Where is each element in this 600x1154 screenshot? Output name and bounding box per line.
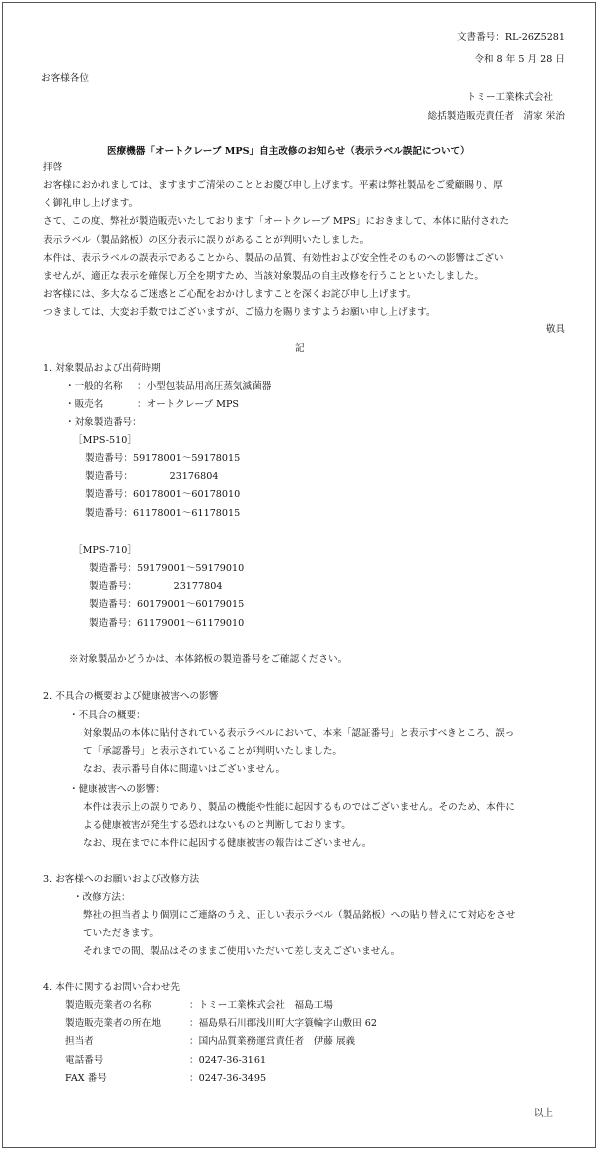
model-group-name: ［MPS-510］ xyxy=(73,435,137,446)
health-impact-label: ・健康被害への影響： xyxy=(69,784,165,795)
intro-line: お客様には、多大なるご迷惑とご心配をおかけしますことを深くお詫び申し上げます。 xyxy=(43,289,417,301)
model-group-name: ［MPS-710］ xyxy=(73,545,137,556)
contact-label: FAX 番号 xyxy=(65,1072,107,1084)
section2-heading: 2. 不具合の概要および健康被害への影響 xyxy=(43,691,219,702)
repair-method-text xyxy=(83,909,515,964)
body-line: 対象製品の本体に貼付されている表示ラベルにおいて、本来「認証番号」と表示すべきところ、誤っ xyxy=(83,728,515,739)
intro-line: お客様におかれましては、ますますご清栄のこととお慶び申し上げます。平素は弊社製品をご愛顧賜り、厚 xyxy=(43,180,503,191)
body-line: なお、表示番号自体に間違いはございません。 xyxy=(83,764,286,776)
serial-row: 製造番号： 23176804 xyxy=(85,471,219,483)
intro-line: 表示ラベル（製品銘板）の区分表示に誤りがあることが判明いたしました。 xyxy=(43,234,370,246)
contact-value: ：トミー工業株式会社 福島工場 xyxy=(189,1000,333,1011)
intro-paragraph xyxy=(43,179,583,325)
target-note: ※対象製品かどうかは、本体銘板の製造番号をご確認ください。 xyxy=(69,654,348,665)
document-title: 医療機器「オートクレーブ MPS」自主改修のお知らせ（表示ラベル誤記について） xyxy=(107,146,470,157)
document-number: 文書番号：RL-26Z5281 xyxy=(456,32,565,43)
contact-label: 製造販売業者の名称 xyxy=(65,1000,152,1011)
serial-row: 製造番号：59179001～59179010 xyxy=(89,563,245,574)
body-line: ていただきます。 xyxy=(83,928,159,940)
contact-label: 製造販売業者の所在地 xyxy=(65,1018,161,1030)
document-page xyxy=(2,2,596,1148)
intro-line: 本件は、表示ラベルの誤表示であることから、製品の品質、有効性および安全性そのものへの影響はござい xyxy=(43,252,504,264)
ki-mark: 記 xyxy=(295,343,305,354)
contact-value: ：0247-36-3495 xyxy=(189,1072,267,1084)
sales-name-value: ：オートクレーブ MPS xyxy=(137,399,239,410)
responsible-person: 総括製造販売責任者 清家 栄治 xyxy=(427,111,565,122)
contact-label: 電話番号 xyxy=(65,1054,104,1066)
contact-values xyxy=(189,999,377,1090)
contact-value: ：国内品質業務運営責任者 伊藤 展義 xyxy=(189,1036,356,1048)
closing-word: 敬具 xyxy=(545,324,565,335)
serial-row: 製造番号：60179001～60179015 xyxy=(89,599,245,611)
body-line: 本件は表示上の誤りであり、製品の機能や性能に起因するものではございません。そのため、本件に xyxy=(83,802,515,813)
health-impact-text xyxy=(83,801,515,856)
intro-line: つきましては、大変お手数ではございますが、ご協力を賜りますようお願い申し上げます。 xyxy=(43,307,436,319)
serial-row: 製造番号： 23177804 xyxy=(89,581,223,593)
body-line: それまでの間、製品はそのままご使用いただいて差し支えございません。 xyxy=(83,946,401,958)
body-line: 弊社の担当者より個別にご連絡のうえ、正しい表示ラベル（製品銘板）への貼り替えにて対応をさせ xyxy=(83,910,516,921)
section1-heading: 1. 対象製品および出荷時期 xyxy=(43,363,161,374)
end-word: 以上 xyxy=(533,1108,553,1119)
body-line: よる健康被害が発生する恐れはないものと判断しております。 xyxy=(83,820,351,832)
intro-line: く御礼申し上げます。 xyxy=(43,198,139,210)
serial-row: 製造番号：61178001～61178015 xyxy=(85,507,241,519)
generic-name-label: ・一般的名称 xyxy=(65,381,123,392)
contact-label: 担当者 xyxy=(65,1036,94,1048)
serial-row: 製造番号：60178001～60178010 xyxy=(85,489,241,501)
contact-labels xyxy=(65,999,161,1090)
defect-summary-label: ・不具合の概要： xyxy=(69,710,146,721)
serial-row: 製造番号：59178001～59178015 xyxy=(85,453,241,464)
body-line: なお、現在までに本件に起因する健康被害の報告はございません。 xyxy=(83,838,372,850)
section4-heading: 4. 本件に関するお問い合わせ先 xyxy=(43,982,180,993)
greeting: 拝啓 xyxy=(43,162,63,173)
intro-line: ませんが、適正な表示を確保し万全を期すため、当該対象製品の自主改修を行うことといたしました。 xyxy=(43,270,484,282)
body-line: て「承認番号」と表示されていることが判明いたしました。 xyxy=(83,746,343,758)
serial-list xyxy=(89,562,244,635)
serial-row: 製造番号：61179001～61179010 xyxy=(89,617,245,629)
serial-label: ・対象製造番号： xyxy=(65,417,142,428)
section3-heading: 3. お客様へのお願いおよび改修方法 xyxy=(43,874,200,885)
repair-method-label: ・改修方法： xyxy=(73,892,131,903)
addressee: お客様各位 xyxy=(41,73,89,84)
serial-list xyxy=(85,452,240,525)
document-date: 令和 8 年 5 月 28 日 xyxy=(474,54,565,65)
company-name: トミー工業株式会社 xyxy=(466,92,553,103)
contact-value: ：0247-36-3161 xyxy=(189,1054,267,1066)
intro-line: さて、この度、弊社が製造販売いたしております「オートクレーブ MPS」におきまして、本体に貼付された xyxy=(43,216,510,228)
generic-name-value: ：小型包装品用高圧蒸気滅菌器 xyxy=(137,381,272,392)
defect-summary-text xyxy=(83,727,514,782)
sales-name-label: ・販売名 xyxy=(65,399,104,410)
contact-value: ：福島県石川郡浅川町大字簑輪字山敷田 62 xyxy=(189,1018,377,1030)
